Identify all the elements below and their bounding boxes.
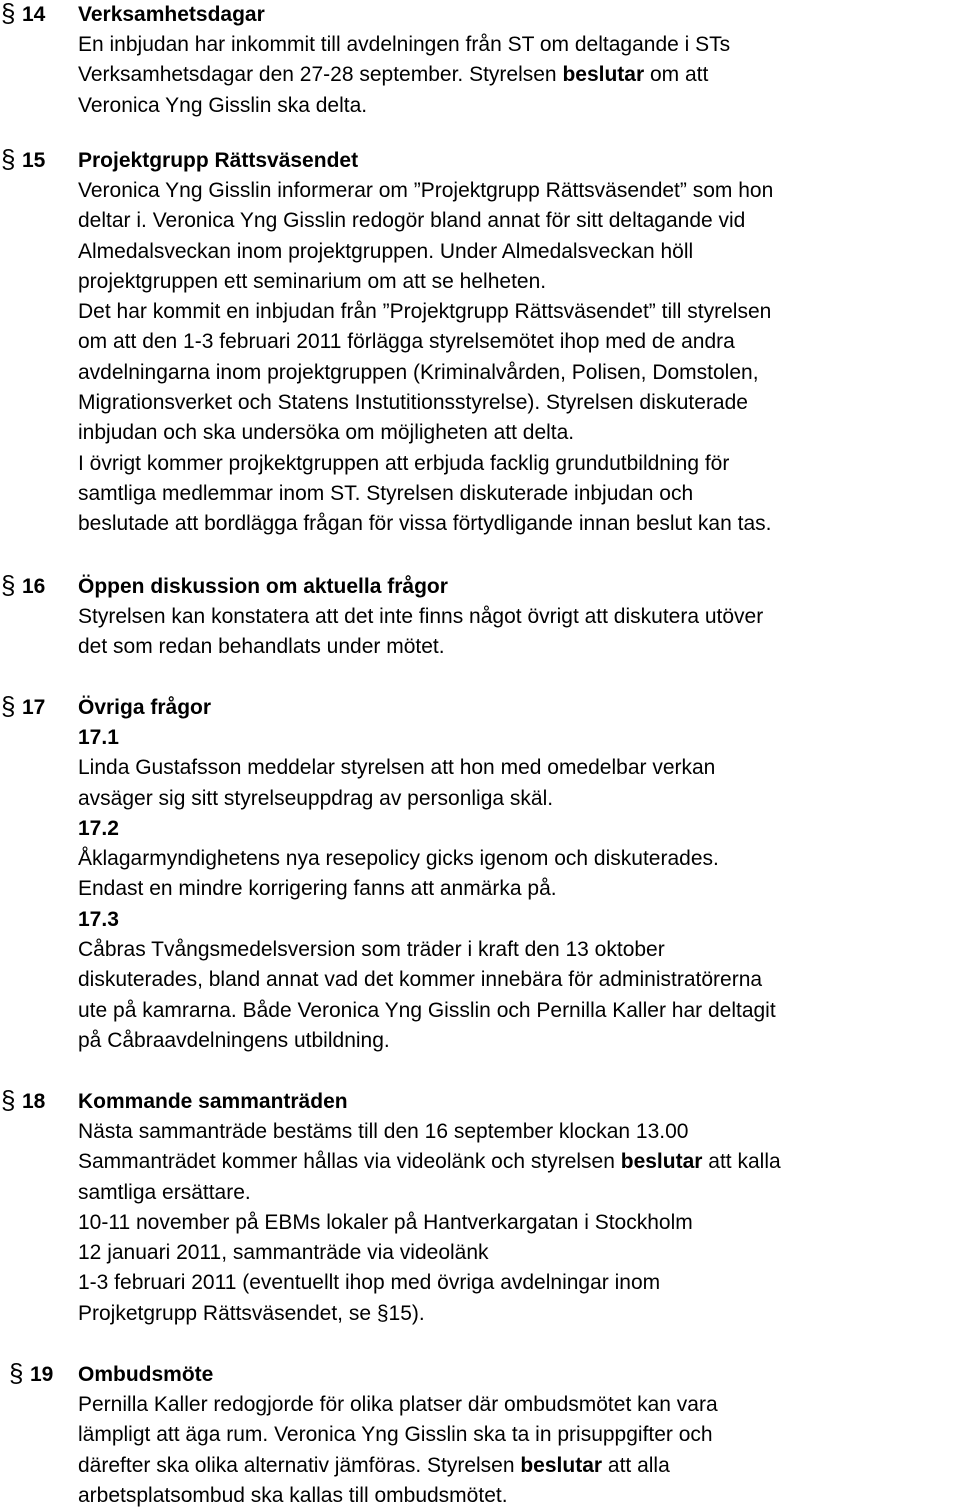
body-line: avdelningarna inom projektgruppen (Kriminalvården, Polisen, Domstolen, [78, 360, 759, 384]
section-title: Ombudsmöte [78, 1363, 214, 1386]
body-line: om att den 1-3 februari 2011 förlägga styrelsemötet ihop med de andra [78, 330, 735, 354]
section-sign-icon: § [1, 1085, 16, 1115]
section-body [78, 1117, 960, 1329]
body-line: på Cåbraavdelningens utbildning. [78, 1028, 390, 1052]
section-body [78, 176, 960, 540]
section-title: Verksamhetsdagar [78, 3, 265, 26]
bold-decision-word: beslutar [562, 63, 645, 87]
body-line: lämpligt att äga rum. Veronica Yng Gisslin ska ta in prisuppgifter och [78, 1423, 713, 1447]
body-line [78, 60, 960, 90]
subsection-number: 17.3 [78, 907, 119, 931]
body-line: Veronica Yng Gisslin informerar om ”Projektgrupp Rättsväsendet” som hon [78, 179, 774, 202]
body-line: En inbjudan har inkommit till avdelningen från ST om deltagande i STs [78, 33, 731, 56]
section-body [78, 602, 960, 663]
section-body [78, 723, 960, 1056]
section-number: 16 [22, 575, 46, 598]
body-line: deltar i. Veronica Yng Gisslin redogör bland annat för sitt deltagande vid [78, 209, 746, 233]
section-number: 19 [30, 1363, 54, 1386]
body-line: Migrationsverket och Statens Instutitionsstyrelse). Styrelsen diskuterade [78, 391, 748, 415]
section-19 [0, 1360, 960, 1511]
body-line: Endast en mindre korrigering fanns att anmärka på. [78, 877, 557, 901]
section-sign-icon: § [1, 144, 16, 174]
section-heading [0, 1360, 960, 1390]
subsection-number: 17.2 [78, 816, 119, 840]
section-title: Kommande sammanträden [78, 1090, 348, 1113]
section-number: 14 [22, 3, 46, 26]
section-heading [0, 146, 960, 176]
bold-decision-word: beslutar [520, 1453, 603, 1477]
section-body [78, 30, 960, 121]
body-line: Åklagarmyndighetens nya resepolicy gicks igenom och diskuterades. [78, 847, 719, 871]
section-title: Projektgrupp Rättsväsendet [78, 149, 359, 172]
body-line: 12 januari 2011, sammanträde via videolänk [78, 1241, 489, 1265]
body-line [78, 1147, 960, 1177]
section-number: 18 [22, 1090, 46, 1113]
body-text-fragment: Verksamhetsdagar den 27-28 september. Styrelsen [78, 63, 563, 87]
body-line: Pernilla Kaller redogjorde för olika platser där ombudsmötet kan vara [78, 1393, 718, 1416]
body-line [78, 1451, 960, 1481]
section-17 [0, 693, 960, 1056]
section-18 [0, 1087, 960, 1329]
body-text-fragment: Sammanträdet kommer hållas via videolänk och styrelsen [78, 1150, 621, 1174]
body-line: avsäger sig sitt styrelseuppdrag av personliga skäl. [78, 786, 554, 810]
body-line: Almedalsveckan inom projektgruppen. Under Almedalsveckan höll [78, 239, 694, 263]
section-body [78, 1390, 960, 1511]
section-sign-icon: § [1, 570, 16, 600]
body-line: inbjudan och ska undersöka om möjligheten att delta. [78, 421, 575, 445]
body-text-fragment: om att [644, 63, 709, 87]
section-15 [0, 146, 960, 540]
body-line: Styrelsen kan konstatera att det inte finns något övrigt att diskutera utöver [78, 605, 764, 628]
section-title: Öppen diskussion om aktuella frågor [78, 575, 448, 598]
body-line: diskuterades, bland annat vad det kommer innebära för administratörerna [78, 968, 763, 992]
section-heading [0, 1087, 960, 1117]
body-text-fragment: att kalla [702, 1150, 781, 1174]
body-line: samtliga medlemmar inom ST. Styrelsen diskuterade inbjudan och [78, 481, 694, 505]
body-line: Linda Gustafsson meddelar styrelsen att hon med omedelbar verkan [78, 756, 716, 780]
section-number: 17 [22, 696, 46, 719]
body-line: 10-11 november på EBMs lokaler på Hantverkargatan i Stockholm [78, 1210, 693, 1234]
body-line: Det har kommit en inbjudan från ”Projektgrupp Rättsväsendet” till styrelsen [78, 300, 772, 324]
body-line: beslutade att bordlägga frågan för vissa förtydligande innan beslut kan tas. [78, 512, 772, 536]
body-text-fragment: därefter ska olika alternativ jämföras. Styrelsen [78, 1453, 521, 1477]
body-line: I övrigt kommer projkektgruppen att erbjuda facklig grundutbildning för [78, 451, 730, 475]
section-16 [0, 572, 960, 663]
section-title: Övriga frågor [78, 696, 212, 719]
section-14 [0, 0, 960, 121]
body-line: Projketgrupp Rättsväsendet, se §15). [78, 1301, 425, 1325]
body-text-fragment: att alla [602, 1453, 670, 1477]
section-heading [0, 572, 960, 602]
section-heading [0, 693, 960, 723]
section-heading [0, 0, 960, 30]
section-sign-icon: § [9, 1358, 24, 1388]
body-line: arbetsplatsombud ska kallas till ombudsmötet. [78, 1483, 508, 1507]
body-line: samtliga ersättare. [78, 1180, 251, 1204]
body-line: Veronica Yng Gisslin ska delta. [78, 93, 368, 117]
body-line: Nästa sammanträde bestäms till den 16 september klockan 13.00 [78, 1120, 689, 1143]
section-number: 15 [22, 149, 46, 172]
body-line: det som redan behandlats under mötet. [78, 635, 445, 659]
body-line: projektgruppen ett seminarium om att se helheten. [78, 269, 547, 293]
body-line: 1-3 februari 2011 (eventuellt ihop med övriga avdelningar inom [78, 1271, 661, 1295]
bold-decision-word: beslutar [620, 1150, 703, 1174]
subsection-number: 17.1 [78, 726, 119, 749]
section-sign-icon: § [1, 0, 16, 28]
section-sign-icon: § [1, 691, 16, 721]
body-line: ute på kamrarna. Både Veronica Yng Gisslin och Pernilla Kaller har deltagit [78, 998, 776, 1022]
body-line: Cåbras Tvångsmedelsversion som träder i kraft den 13 oktober [78, 938, 665, 962]
